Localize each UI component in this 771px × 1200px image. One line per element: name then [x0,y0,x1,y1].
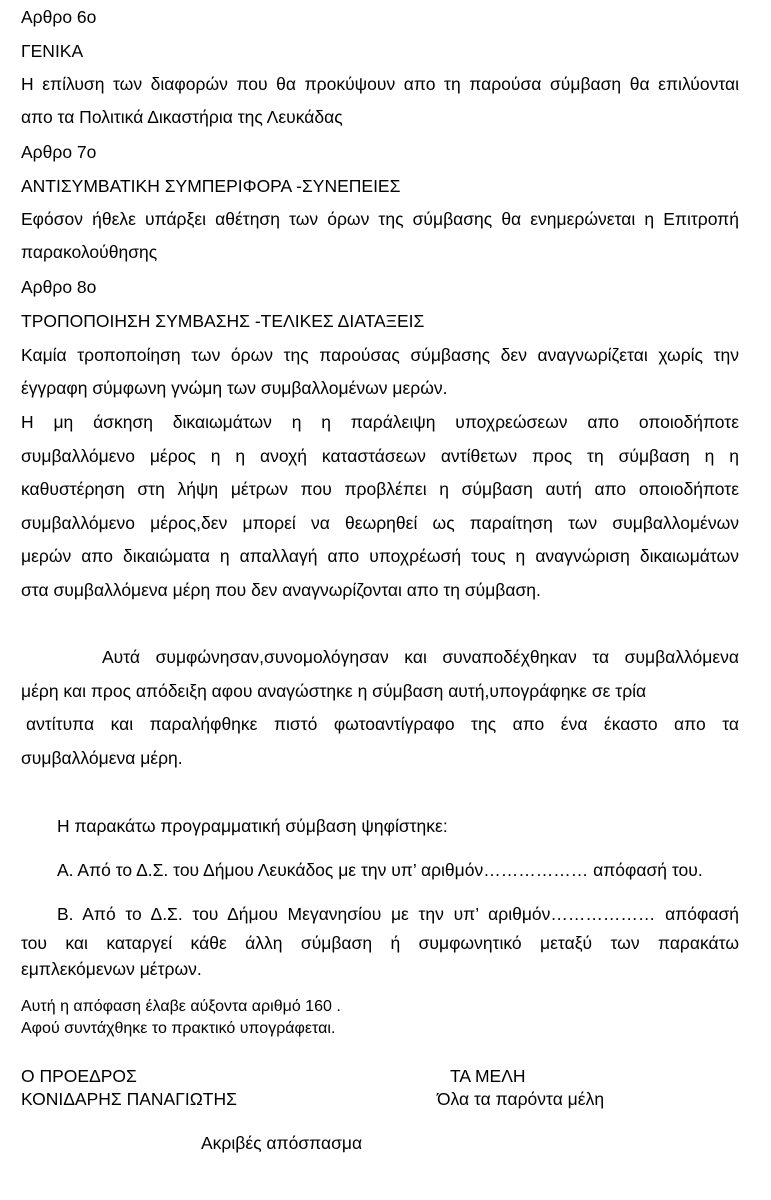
article-6-heading: Αρθρο 6ο [21,7,97,27]
voted-item-b-line: του και καταργεί κάθε άλλη σύμβαση ή συμφωνητικό μεταξύ των παρακάτω [21,933,739,953]
article-7-title: ΑΝΤΙΣΥΜΒΑΤΙΚΗ ΣΥΜΠΕΡΙΦΟΡΑ -ΣΥΝΕΠΕΙΕΣ [21,176,401,196]
article-6-text-line: Η επίλυση των διαφορών που θα προκύψουν απο τη παρούσα σύμβαση θα επιλύονται [21,74,739,94]
agreement-line: αντίτυπα και παραλήφθηκε πιστό φωτοαντίγραφο της απο ένα έκαστο απο τα [26,714,739,734]
president-title: Ο ΠΡΟΕΔΡΟΣ [21,1066,137,1086]
voted-intro: Η παρακάτω προγραμματική σύμβαση ψηφίστηκε: [57,816,448,836]
certified-copy: Ακριβές απόσπασμα [201,1133,363,1153]
article-8-heading: Αρθρο 8ο [21,277,97,297]
article-6-title: ΓΕΝΙΚΑ [21,41,84,61]
article-7-text-line: Εφόσον ήθελε υπάρξει αθέτηση των όρων της σύμβασης θα ενημερώνεται η Επιτροπή [21,209,739,229]
voted-item-a: Α. Από το Δ.Σ. του Δήμου Λευκάδος με την υπ’ αριθμόν……………… απόφασή του. [57,860,703,880]
article-8-title: ΤΡΟΠΟΠΟΙΗΣΗ ΣΥΜΒΑΣΗΣ -ΤΕΛΙΚΕΣ ΔΙΑΤΑΞΕΙΣ [21,311,425,331]
article-6-text-line: απο τα Πολιτικά Δικαστήρια της Λευκάδας [21,107,343,127]
article-7-text-line: παρακολούθησης [21,242,158,262]
article-8-para2-line: Η μη άσκηση δικαιωμάτων η η παράλειψη υποχρεώσεων απο οποιοδήποτε [21,412,739,432]
article-8-para2-line: στα συμβαλλόμενα μέρη που δεν αναγνωρίζονται απο τη σύμβαση. [21,580,541,600]
article-8-para2-line: συμβαλλόμενο μέρος η η ανοχή καταστάσεων αντίθετων προς τη σύμβαση η η [21,446,739,466]
article-7-heading: Αρθρο 7ο [21,142,97,162]
agreement-line: συμβαλλόμενα μέρη. [21,748,183,768]
article-8-para2-line: συμβαλλόμενο μέρος,δεν μπορεί να θεωρηθεί ως παραίτηση των συμβαλλομένων [21,513,739,533]
article-8-para2-line: καθυστέρηση στη λήψη μέτρων που προβλέπει η σύμβαση αυτή απο οποιοδήποτε [21,479,739,499]
decision-line: Αφού συντάχθηκε το πρακτικό υπογράφεται. [21,1020,336,1037]
president-name: ΚΟΝΙΔΑΡΗΣ ΠΑΝΑΓΙΩΤΗΣ [21,1089,237,1109]
article-8-para1-line: έγγραφη σύμφωνη γνώμη των συμβαλλομένων μερών. [21,378,448,398]
voted-item-b-line: εμπλεκόμενων μέτρων. [21,959,202,979]
agreement-line: Αυτά συμφώνησαν,συνομολόγησαν και συναποδέχθηκαν τα συμβαλλόμενα [102,647,739,667]
decision-line: Αυτή η απόφαση έλαβε αύξοντα αριθμό 160 . [21,998,341,1015]
members-title: ΤΑ ΜΕΛΗ [450,1066,526,1086]
agreement-line: μέρη και προς απόδειξη αφου αναγώστηκε η σύμβαση αυτή,υπογράφηκε σε τρία [21,681,647,701]
article-8-para2-line: μερών απο δικαιώματα η απαλλαγή απο υποχρέωσή τους η αναγνώριση δικαιωμάτων [21,546,739,566]
members-note: Όλα τα παρόντα μέλη [437,1089,605,1109]
article-8-para1-line: Καμία τροποποίηση των όρων της παρούσας σύμβασης δεν αναγνωρίζεται χωρίς την [21,345,739,365]
voted-item-b-line: Β. Από το Δ.Σ. του Δήμου Μεγανησίου με την υπ’ αριθμόν……………… απόφασή [57,904,739,924]
